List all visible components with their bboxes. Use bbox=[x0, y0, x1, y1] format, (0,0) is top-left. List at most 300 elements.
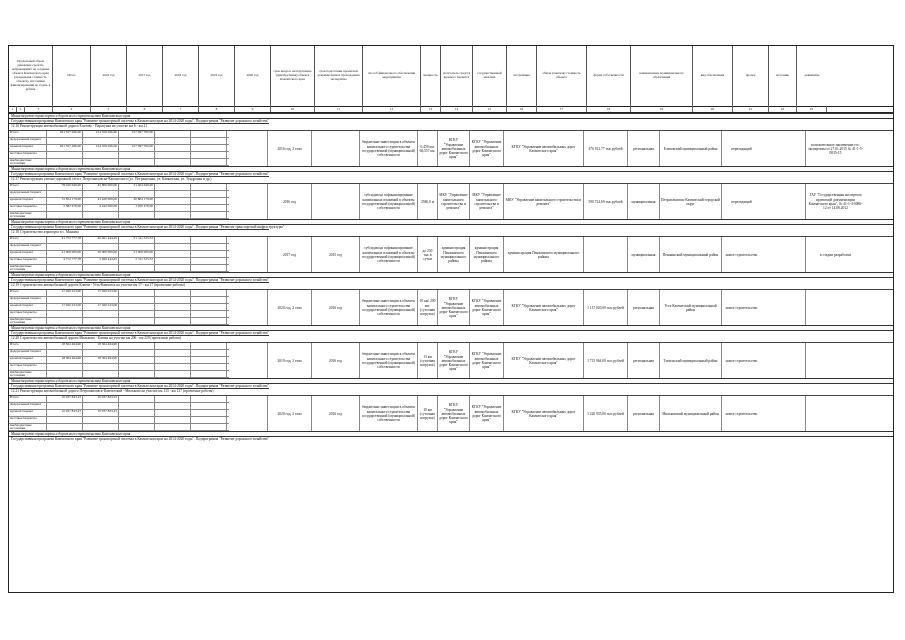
cell-ownership: муниципальная bbox=[627, 237, 659, 273]
financing-2019 bbox=[191, 364, 227, 370]
financing-source: местные бюджеты bbox=[9, 205, 47, 211]
financing-2019 bbox=[191, 212, 227, 218]
financing-block bbox=[9, 343, 229, 379]
financing-2016: 2 466 444,45 bbox=[83, 258, 119, 264]
financing-row bbox=[9, 311, 229, 318]
program-title: Государственная программа Камчатского края "Развитие транспортной системы в Камчатском крае на 2014-2020 годы". Подпрограмма "Развитие дорожного хозяйства" bbox=[9, 383, 893, 388]
cell-commission: 2020 год, 2 этап bbox=[267, 290, 311, 326]
header-cell: форма собственности bbox=[587, 46, 631, 106]
financing-source: местные бюджеты bbox=[9, 152, 47, 158]
financing-2018 bbox=[155, 304, 191, 310]
financing-total bbox=[47, 350, 83, 356]
cell-cost bbox=[583, 237, 627, 273]
program-title: Государственная программа Камчатского края "Развитие транспортной системы в Камчатском крае на 2014-2020 годы". Подпрограмма "Развитие дорожного хозяйства" bbox=[9, 171, 893, 176]
financing-2017: 30 804 179,00 bbox=[119, 198, 155, 204]
program-title: Государственная программа Камчатского края "Развитие транспортной системы в Камчатском крае на 2014-2020 годы". Подпрограмма "Развитие дорожного хозяйства" bbox=[9, 330, 893, 335]
financing-2019 bbox=[191, 198, 227, 204]
section-title: Министерство транспорта и дорожного строительства Камчатского края bbox=[9, 219, 893, 224]
column-number: 21 bbox=[733, 106, 769, 112]
financing-2019 bbox=[191, 424, 227, 430]
financing-row bbox=[9, 290, 229, 297]
financing-source: федеральный бюджет bbox=[9, 138, 47, 144]
financing-row bbox=[9, 371, 229, 378]
financing-2017 bbox=[119, 297, 155, 303]
financing-2018 bbox=[155, 290, 191, 296]
financing-2017 bbox=[119, 410, 155, 416]
financing-2019 bbox=[191, 237, 227, 243]
financing-row bbox=[9, 205, 229, 212]
financing-2017 bbox=[119, 311, 155, 317]
financing-2018 bbox=[155, 297, 191, 303]
financing-2019 bbox=[191, 205, 227, 211]
cell-kind: переходящий bbox=[721, 184, 761, 220]
header-cell: наименование муниципального образования bbox=[631, 46, 693, 106]
financing-2016: 20 461 444,45 bbox=[83, 237, 119, 243]
financing-row bbox=[9, 424, 229, 431]
financing-2018 bbox=[155, 152, 191, 158]
cell-details: положительное заключение гос. экспертизы от 27.01.2015 № 41-1-5-0035-15 bbox=[805, 131, 865, 167]
cell-capacity: 10 км (суточная нагрузка) bbox=[417, 396, 437, 432]
financing-2018 bbox=[155, 371, 191, 377]
financing-2016 bbox=[83, 152, 119, 158]
object-title: 12.17 Реконструкция улично-дорожной сети г. Петропавловска-Камчатского (ул. Пограничная, ул. Кавказская, ул. Тундровая и др.) bbox=[9, 176, 269, 183]
financing-total: 41 000 000,00 bbox=[47, 251, 83, 257]
section-title: Министерство транспорта и дорожного строительства Камчатского края bbox=[9, 113, 893, 118]
financing-2019 bbox=[191, 184, 227, 190]
cell-ownership: муниципальная bbox=[627, 184, 659, 220]
financing-2017 bbox=[119, 159, 155, 165]
financing-total bbox=[47, 417, 83, 423]
cell-developer: администрация Пенжинского муниципального района bbox=[503, 237, 583, 273]
column-number: 17 bbox=[537, 106, 587, 112]
financing-2017 bbox=[119, 304, 155, 310]
financing-2016 bbox=[83, 159, 119, 165]
financing-total: 261 357 296,00 bbox=[47, 145, 83, 151]
financing-2016 bbox=[83, 265, 119, 271]
cell-design: 2015 год bbox=[311, 237, 359, 273]
financing-2017 bbox=[119, 371, 155, 377]
header-cell: 2016 год bbox=[91, 46, 127, 106]
financing-total: 10 937 843,23 bbox=[47, 410, 83, 416]
financing-2019 bbox=[191, 304, 227, 310]
financing-source: федеральный бюджет bbox=[9, 403, 47, 409]
cell-ownership: региональная bbox=[627, 343, 659, 379]
financing-2017 bbox=[119, 364, 155, 370]
financing-row bbox=[9, 350, 229, 357]
column-number: 7 bbox=[163, 106, 199, 112]
column-number: 3 bbox=[25, 106, 53, 112]
financing-2016 bbox=[83, 403, 119, 409]
record-row bbox=[9, 289, 893, 326]
cell-design bbox=[311, 184, 359, 220]
financing-row bbox=[9, 396, 229, 403]
cell-design bbox=[311, 131, 359, 167]
column-number: 16 bbox=[507, 106, 537, 112]
financing-block bbox=[9, 290, 229, 326]
cell-design: 2016 год bbox=[311, 396, 359, 432]
column-number: 9 bbox=[235, 106, 271, 112]
financing-row bbox=[9, 297, 229, 304]
financing-2019 bbox=[191, 410, 227, 416]
financing-2018 bbox=[155, 265, 191, 271]
header-cell: способ финансового обеспечения мероприятия bbox=[363, 46, 421, 106]
financing-row bbox=[9, 184, 229, 191]
financing-2016 bbox=[83, 350, 119, 356]
financing-2018 bbox=[155, 184, 191, 190]
financing-2019 bbox=[191, 350, 227, 356]
cell-customer: КГКУ "Управление автомобильных дорог Камчатского края" bbox=[469, 396, 503, 432]
financing-source: краевой бюджет bbox=[9, 198, 47, 204]
financing-source: Итого bbox=[9, 290, 47, 296]
financing-2019 bbox=[191, 152, 227, 158]
financing-row bbox=[9, 318, 229, 325]
cell-details bbox=[805, 396, 865, 432]
financing-source: Итого bbox=[9, 131, 47, 137]
financing-2017 bbox=[119, 244, 155, 250]
cell-ownership: региональная bbox=[627, 290, 659, 326]
cell-method: бюджетные инвестиции в объекты капитального строительства государственной (муниципальной) собственности bbox=[359, 131, 417, 167]
financing-row bbox=[9, 343, 229, 350]
financing-total bbox=[47, 191, 83, 197]
section-title: Министерство транспорта и дорожного строительства Камчатского края bbox=[9, 272, 893, 277]
financing-source: местные бюджеты bbox=[9, 417, 47, 423]
financing-2019 bbox=[191, 145, 227, 151]
column-number: 23 bbox=[797, 106, 827, 112]
financing-2018 bbox=[155, 396, 191, 402]
financing-total bbox=[47, 311, 83, 317]
header-cell: 2020 год bbox=[235, 46, 271, 106]
financing-2016 bbox=[83, 424, 119, 430]
cell-capacity: 10 км/ 200 авт. (суточная нагрузка) bbox=[417, 290, 437, 326]
financing-2018 bbox=[155, 258, 191, 264]
financing-source: федеральный бюджет bbox=[9, 191, 47, 197]
cell-kind: переходящий bbox=[721, 131, 761, 167]
financing-total bbox=[47, 364, 83, 370]
financing-row bbox=[9, 265, 229, 272]
financing-2017: 21 000 000,00 bbox=[119, 251, 155, 257]
financing-2016 bbox=[83, 364, 119, 370]
financing-2017 bbox=[119, 152, 155, 158]
column-number: 15 bbox=[473, 106, 507, 112]
cell-kind: новое строительство bbox=[721, 237, 761, 273]
financing-2018 bbox=[155, 237, 191, 243]
financing-source: внебюджетные источники bbox=[9, 212, 47, 218]
financing-2016: 18 364 464,90 bbox=[83, 343, 119, 349]
header-cell: срок ввода в эксплуатацию (приобретения) объекта Камчатского края bbox=[271, 46, 315, 106]
financing-total bbox=[47, 212, 83, 218]
financing-source: краевой бюджет bbox=[9, 357, 47, 363]
program-title: Государственная программа Камчатского края "Развитие транспортной системы в Камчатском крае на 2014-2020 годы". Подпрограмма "Развитие транспортной инфраструктуры" bbox=[9, 224, 893, 229]
financing-source: Итого bbox=[9, 237, 47, 243]
financing-block bbox=[9, 184, 229, 220]
header-cell: 2018 год bbox=[163, 46, 199, 106]
financing-2019 bbox=[191, 191, 227, 197]
financing-row bbox=[9, 403, 229, 410]
financing-2017 bbox=[119, 290, 155, 296]
column-number: 2 bbox=[17, 106, 25, 112]
cell-capacity: до 250 тыс.в сутки bbox=[417, 237, 437, 273]
financing-row bbox=[9, 304, 229, 311]
cell-cost: 1 715 964,00 тыс.рублей bbox=[583, 343, 627, 379]
footer-section-title: Министерство транспорта и дорожного строительства Камчатского края bbox=[9, 431, 893, 436]
financing-2017 bbox=[119, 191, 155, 197]
financing-2018 bbox=[155, 198, 191, 204]
cell-details: в стадии разработки bbox=[805, 237, 865, 273]
financing-source: внебюджетные источники bbox=[9, 371, 47, 377]
financing-2016 bbox=[83, 138, 119, 144]
financing-source: внебюджетные источники bbox=[9, 318, 47, 324]
financing-source: Итого bbox=[9, 396, 47, 402]
cell-ownership: региональная bbox=[627, 131, 659, 167]
financing-2017 bbox=[119, 265, 155, 271]
financing-2019 bbox=[191, 357, 227, 363]
financing-total: 261 357 296,00 bbox=[47, 131, 83, 137]
financing-2016 bbox=[83, 417, 119, 423]
financing-2017: 107 997 700,00 bbox=[119, 131, 155, 137]
cell-developer: КГКУ "Управление автомобильных дорог Камчатского края" bbox=[503, 396, 583, 432]
financing-row bbox=[9, 159, 229, 166]
cell-details bbox=[805, 343, 865, 379]
column-number: 14 bbox=[441, 106, 473, 112]
cell-customer: МКУ "Управление капитального строительства и ремонта" bbox=[469, 184, 503, 220]
financing-row bbox=[9, 212, 229, 219]
object-title: 12.19 Строительство автомобильной дороги Ключи - Усть-Камчатск на участке км 17 - км 27 (проектные работы) bbox=[9, 282, 269, 289]
financing-2019 bbox=[191, 318, 227, 324]
financing-2017: 21 311 333,33 bbox=[119, 237, 155, 243]
record-row bbox=[9, 395, 893, 432]
program-title: Государственная программа Камчатского края "Развитие транспортной системы в Камчатском крае на 2014-2020 годы". Подпрограмма "Развитие дорожного хозяйства" bbox=[9, 277, 893, 282]
financing-2018 bbox=[155, 311, 191, 317]
header-cell: 2019 год bbox=[199, 46, 235, 106]
financing-2016 bbox=[83, 297, 119, 303]
financing-total bbox=[47, 265, 83, 271]
financing-row bbox=[9, 244, 229, 251]
financing-2017 bbox=[119, 424, 155, 430]
financing-2017: 107 997 700,00 bbox=[119, 145, 155, 151]
header-cell: 2017 год bbox=[127, 46, 163, 106]
financing-2019 bbox=[191, 159, 227, 165]
column-number: 20 bbox=[693, 106, 733, 112]
financing-2017: 31 464 649,00 bbox=[119, 184, 155, 190]
financing-2019 bbox=[191, 371, 227, 377]
financing-total: 17 020 223,00 bbox=[47, 304, 83, 310]
header-cell: Итого bbox=[53, 46, 91, 106]
cell-commission: 2016 год, 2 этап bbox=[267, 131, 311, 167]
column-number: 4 bbox=[53, 106, 91, 112]
financing-2016 bbox=[83, 191, 119, 197]
financing-source: краевой бюджет bbox=[9, 304, 47, 310]
column-number: 11 bbox=[315, 106, 363, 112]
financing-total bbox=[47, 318, 83, 324]
object-title: 12.21 Реконструкция автомобильной дороги Петропавловск-Камчатский - Мильково на участке км 133 - км 137 (проектные работы) bbox=[9, 388, 269, 395]
financing-2019 bbox=[191, 244, 227, 250]
column-number: 22 bbox=[769, 106, 797, 112]
financing-2016 bbox=[83, 311, 119, 317]
header-cell: общая (сметная) стоимость объекта bbox=[537, 46, 587, 106]
program-title: Государственная программа Камчатского края "Развитие транспортной системы в Камчатском крае на 2014-2020 годы". Подпрограмма "Развитие дорожного хозяйства" bbox=[9, 118, 893, 123]
financing-2016: 10 937 843,23 bbox=[83, 396, 119, 402]
financing-2019 bbox=[191, 290, 227, 296]
section-title: Министерство транспорта и дорожного строительства Камчатского края bbox=[9, 166, 893, 171]
financing-row bbox=[9, 417, 229, 424]
column-number: 18 bbox=[587, 106, 631, 112]
financing-2016 bbox=[83, 244, 119, 250]
financing-2019 bbox=[191, 417, 227, 423]
financing-source: федеральный бюджет bbox=[9, 350, 47, 356]
financing-2016 bbox=[83, 212, 119, 218]
object-title: 12.18 Строительство аэропорта в с. Манилы bbox=[9, 229, 269, 236]
header-cell: получатель средств краевого бюджета bbox=[441, 46, 473, 106]
financing-total: 18 364 464,90 bbox=[47, 357, 83, 363]
financing-source: местные бюджеты bbox=[9, 364, 47, 370]
financing-source: внебюджетные источники bbox=[9, 424, 47, 430]
financing-2017 bbox=[119, 138, 155, 144]
cell-capacity: 13 км (суточная нагрузка) bbox=[417, 343, 437, 379]
header-cell: вид обеспечения bbox=[693, 46, 733, 106]
financing-block bbox=[9, 237, 229, 273]
financing-row bbox=[9, 237, 229, 244]
column-number: 10 bbox=[271, 106, 315, 112]
financing-2016: 45 800 000,00 bbox=[83, 184, 119, 190]
cell-ownership: региональная bbox=[627, 396, 659, 432]
cell-kind: новое строительство bbox=[721, 343, 761, 379]
financing-row bbox=[9, 357, 229, 364]
cell-design: 2016 год bbox=[311, 290, 359, 326]
cell-customer: администрация Пенжинского муниципального района bbox=[469, 237, 503, 273]
financing-2019 bbox=[191, 258, 227, 264]
cell-developer: КГКУ "Управление автомобильных дорог Камчатского края" bbox=[503, 343, 583, 379]
cell-recipient: КГКУ "Управление автомобильных дорог Камчатского края" bbox=[437, 131, 469, 167]
financing-2018 bbox=[155, 145, 191, 151]
cell-method: бюджетные инвестиции в объекты капитального строительства государственной (муниципальной) собственности bbox=[359, 396, 417, 432]
financing-row bbox=[9, 131, 229, 138]
financing-2019 bbox=[191, 251, 227, 257]
financing-2017: 2 311 333,33 bbox=[119, 258, 155, 264]
financing-source: Итого bbox=[9, 343, 47, 349]
column-number: 12 bbox=[363, 106, 421, 112]
footer-program-title: Государственная программа Камчатского края "Развитие транспортной системы в Камчатском крае на 2014-2020 годы". Подпрограмма "Развитие дорожного хозяйства" bbox=[9, 436, 893, 441]
header-cell: прочее bbox=[733, 46, 769, 106]
financing-2016 bbox=[83, 371, 119, 377]
financing-2018 bbox=[155, 403, 191, 409]
financing-source: Итого bbox=[9, 184, 47, 190]
column-number: 19 bbox=[631, 106, 693, 112]
section-title: Министерство транспорта и дорожного строительства Камчатского края bbox=[9, 325, 893, 330]
financing-2016: 18 364 464,90 bbox=[83, 357, 119, 363]
financing-2017 bbox=[119, 318, 155, 324]
financing-row bbox=[9, 251, 229, 258]
financing-2016 bbox=[83, 318, 119, 324]
financing-block bbox=[9, 396, 229, 432]
financing-2019 bbox=[191, 297, 227, 303]
cell-commission: 2020 год, 2 этап bbox=[267, 396, 311, 432]
financing-2018 bbox=[155, 424, 191, 430]
financing-row bbox=[9, 191, 229, 198]
cell-kind: новое строительство bbox=[721, 290, 761, 326]
financing-2018 bbox=[155, 212, 191, 218]
column-number-row bbox=[9, 106, 893, 113]
cell-municipality: Тигильский муниципальный район bbox=[659, 343, 721, 379]
financing-2016: 17 020 223,00 bbox=[83, 304, 119, 310]
financing-total: 4 772 777,78 bbox=[47, 258, 83, 264]
financing-2018 bbox=[155, 343, 191, 349]
financing-row bbox=[9, 410, 229, 417]
financing-2018 bbox=[155, 131, 191, 137]
financing-2019 bbox=[191, 131, 227, 137]
financing-2017 bbox=[119, 403, 155, 409]
financing-2018 bbox=[155, 244, 191, 250]
cell-commission: 2019 год, 2 этап bbox=[267, 343, 311, 379]
header-cell: застройщик bbox=[507, 46, 537, 106]
cell-capacity: 0,459 км; 66,557 км. bbox=[417, 131, 437, 167]
financing-source: краевой бюджет bbox=[9, 145, 47, 151]
cell-commission: 2016 год bbox=[267, 184, 311, 220]
cell-details bbox=[805, 290, 865, 326]
financing-2017 bbox=[119, 343, 155, 349]
financing-total: 5 382 470,00 bbox=[47, 205, 83, 211]
cell-method: бюджетные инвестиции в объекты капитального строительства государственной (муниципальной) собственности bbox=[359, 343, 417, 379]
cell-design: 2016 год bbox=[311, 343, 359, 379]
record-row bbox=[9, 183, 893, 220]
financing-row bbox=[9, 138, 229, 145]
financing-total: 17 020 223,00 bbox=[47, 290, 83, 296]
financing-total bbox=[47, 244, 83, 250]
financing-2019 bbox=[191, 311, 227, 317]
cell-recipient: МКУ "Управление капитального строительства и ремонта" bbox=[437, 184, 469, 220]
financing-source: местные бюджеты bbox=[9, 311, 47, 317]
cell-recipient: КГКУ "Управление автомобильных дорог Камчатского края" bbox=[437, 290, 469, 326]
financing-total: 78 220 649,00 bbox=[47, 184, 83, 190]
cell-method: субсидии на софинансирование капитальных вложений в объекты государственной (муниципальной) собственности bbox=[359, 184, 417, 220]
cell-municipality: Пенжинский муниципальный район bbox=[659, 237, 721, 273]
table-header bbox=[9, 46, 893, 107]
column-number: 5 bbox=[91, 106, 127, 112]
cell-details: ГАУ "Государственная экспертиза проектной документации Камчатского края", № 41-1-4-0086-12 от 14.08.2012 bbox=[805, 184, 865, 220]
financing-2016: 4 242 000,00 bbox=[83, 205, 119, 211]
cell-recipient: КГКУ "Управление автомобильных дорог Камчатского края" bbox=[437, 343, 469, 379]
financing-source: местные бюджеты bbox=[9, 258, 47, 264]
financing-total bbox=[47, 152, 83, 158]
financing-2016: 20 000 000,00 bbox=[83, 251, 119, 257]
financing-2019 bbox=[191, 396, 227, 402]
header-cell: мощность bbox=[421, 46, 441, 106]
cell-cost: 476 912,77 тыс.рублей bbox=[583, 131, 627, 167]
cell-developer: КГКУ "Управление автомобильных дорог Камчатского края" bbox=[503, 131, 583, 167]
financing-2018 bbox=[155, 350, 191, 356]
cell-cost: 1 117 020,00 тыс.рублей bbox=[583, 290, 627, 326]
cell-kind: новое строительство bbox=[721, 396, 761, 432]
object-title: 12.16 Реконструкция автомобильной дороги Елизово - Паратунка на участке км 6 - км 21 bbox=[9, 123, 269, 130]
financing-source: федеральный бюджет bbox=[9, 244, 47, 250]
financing-2018 bbox=[155, 159, 191, 165]
financing-2018 bbox=[155, 138, 191, 144]
record-row bbox=[9, 130, 893, 167]
financing-2018 bbox=[155, 318, 191, 324]
financing-2018 bbox=[155, 364, 191, 370]
cell-customer: КГКУ "Управление автомобильных дорог Камчатского края" bbox=[469, 131, 503, 167]
financing-2016: 10 937 843,23 bbox=[83, 410, 119, 416]
financing-row bbox=[9, 198, 229, 205]
cell-municipality: Петропавловск-Камчатский городской округ bbox=[659, 184, 721, 220]
cell-method: субсидии на софинансирование капитальных вложений в объекты государственной (муниципальной) собственности bbox=[359, 237, 417, 273]
financing-2017 bbox=[119, 350, 155, 356]
cell-customer: КГКУ "Управление автомобильных дорог Камчатского края" bbox=[469, 343, 503, 379]
financing-row bbox=[9, 152, 229, 159]
cell-commission: 2017 год bbox=[267, 237, 311, 273]
financing-2016: 154 359 596,00 bbox=[83, 131, 119, 137]
financing-source: внебюджетные источники bbox=[9, 159, 47, 165]
header-cell: источник bbox=[769, 46, 797, 106]
